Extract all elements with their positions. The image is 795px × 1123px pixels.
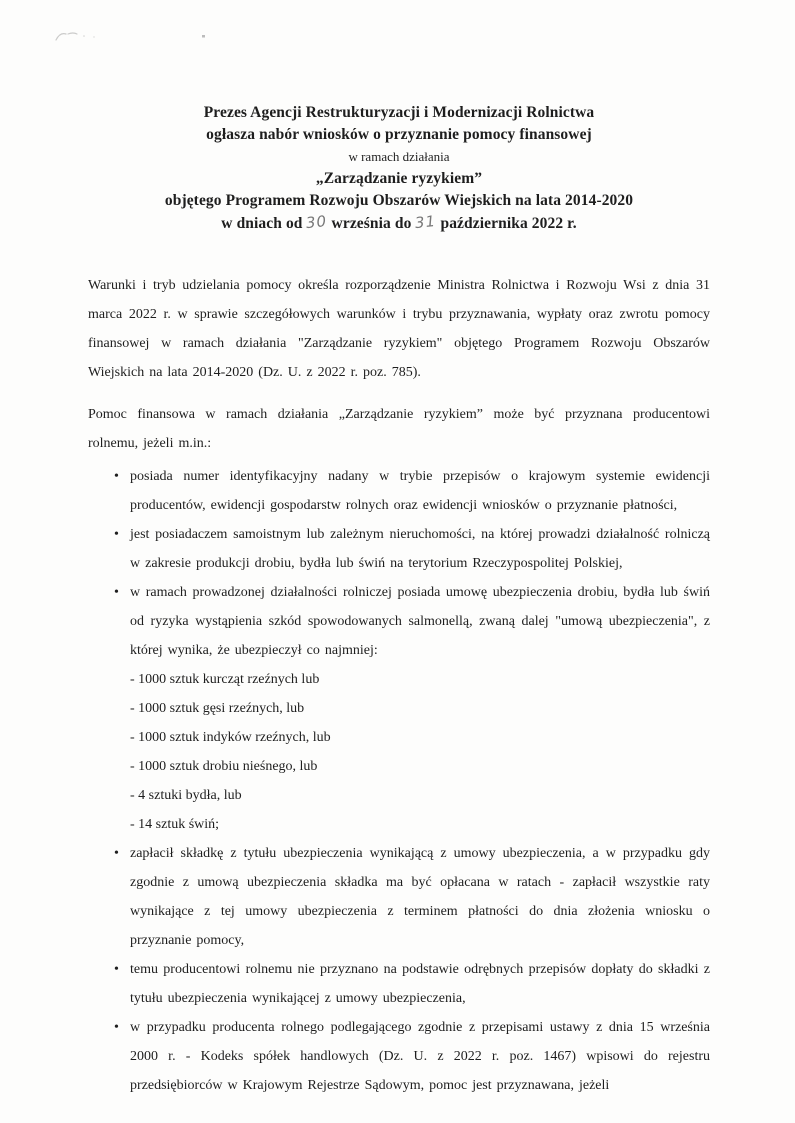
title-line-announce: ogłasza nabór wniosków o przyznanie pomocy finansowej — [206, 126, 592, 143]
dates-suffix: października 2022 r. — [436, 215, 577, 232]
dash-item-pigs: - 14 sztuk świń; — [130, 817, 220, 832]
dates-mid: września do — [327, 215, 416, 232]
title-line-measure: w ramach działania — [348, 149, 450, 164]
dash-item-broiler-chickens: - 1000 sztuk kurcząt rzeźnych lub — [130, 672, 320, 687]
bullet-text: jest posiadaczem samoistnym lub zależnym nieruchomości, na której prowadzi działalność rolniczą w zakresie produkcji drobiu, bydła lub świń na terytorium Rzeczypospolitej Polskiej, — [130, 527, 710, 571]
bullet-text: w ramach prowadzonej działalności rolniczej posiada umowę ubezpieczenia drobiu, bydła lub świń od ryzyka wystąpienia szkód spowodowanych salmonellą, zwaną dalej "umową ubezpieczenia", z której wynika, że ubezpieczył co najmniej: — [130, 585, 710, 658]
bullet-text: temu producentowi rolnemu nie przyznano na podstawie odrębnych przepisów dopłaty do składki z tytułu ubezpieczenia wynikającej z umowy ubezpieczenia, — [130, 962, 710, 1006]
dash-item-geese: - 1000 sztuk gęsi rzeźnych, lub — [130, 701, 305, 716]
bullet-no-other-subsidy — [88, 955, 710, 1013]
bullet-insurance-contract — [88, 578, 710, 839]
paragraph-eligibility-intro: Pomoc finansowa w ramach działania „Zarządzanie ryzykiem” może być przyznana producentowi rolnemu, jeżeli m.in.: — [88, 407, 710, 451]
paragraph-legal-basis: Warunki i tryb udzielania pomocy określa rozporządzenie Ministra Rolnictwa i Rozwoju Wsi z dnia 31 marca 2022 r. w sprawie szczegółowych warunków i trybu przyznawania, wypłaty oraz zwrotu pomocy finansowej w ramach działania "Zarządzanie ryzykiem" objętego Programem Rozwoju Obszarów Wiejskich na lata 2014-2020 (Dz. U. z 2022 r. poz. 785). — [88, 278, 710, 380]
insured-minimums-list — [130, 665, 710, 839]
bullet-text: w przypadku producenta rolnego podlegającego zgodnie z przepisami ustawy z dnia 15 września 2000 r. - Kodeks spółek handlowych (Dz. U. z 2022 r. poz. 1467) wpisowi do rejestru przedsiębiorców w Krajowym Rejestrze Sądowym, pomoc jest przyznawana, jeżeli — [130, 1020, 710, 1093]
bullet-krs-registered-producer — [88, 1013, 710, 1100]
title-line-prow: objętego Programem Rozwoju Obszarów Wiejskich na lata 2014-2020 — [164, 192, 634, 209]
title-line-dates — [88, 212, 710, 235]
bullet-text: zapłacił składkę z tytułu ubezpieczenia wynikającą z umowy ubezpieczenia, a w przypadku gdy zgodnie z umową ubezpieczenia składka ma być opłacana w ratach - zapłacił wszystkie raty wynikające z tej umowy ubezpieczenia z terminem płatności do dnia złożenia wniosku o przyznanie pomocy, — [130, 846, 710, 948]
title-line-issuer: Prezes Agencji Restrukturyzacji i Modernizacji Rolnictwa — [203, 104, 595, 121]
eligibility-bullet-list — [88, 462, 710, 1100]
bullet-property-holder — [88, 520, 710, 578]
bullet-id-number — [88, 462, 710, 520]
dash-item-laying-poultry: - 1000 sztuk drobiu nieśnego, lub — [130, 759, 318, 774]
dash-item-cattle: - 4 sztuki bydła, lub — [130, 788, 242, 803]
dates-prefix: w dniach od — [221, 215, 307, 232]
bullet-premium-paid — [88, 839, 710, 955]
handwritten-day-from: 30 — [305, 211, 329, 233]
handwritten-day-to: 31 — [414, 211, 438, 233]
scan-smudge-artifact — [50, 26, 220, 48]
title-line-program: „Zarządzanie ryzykiem” — [315, 170, 483, 187]
dash-item-turkeys: - 1000 sztuk indyków rzeźnych, lub — [130, 730, 331, 745]
document-title-block — [88, 102, 710, 235]
bullet-text: posiada numer identyfikacyjny nadany w trybie przepisów o krajowym systemie ewidencji producentów, ewidencji gospodarstw rolnych oraz ewidencji wniosków o przyznanie płatności, — [130, 469, 710, 513]
